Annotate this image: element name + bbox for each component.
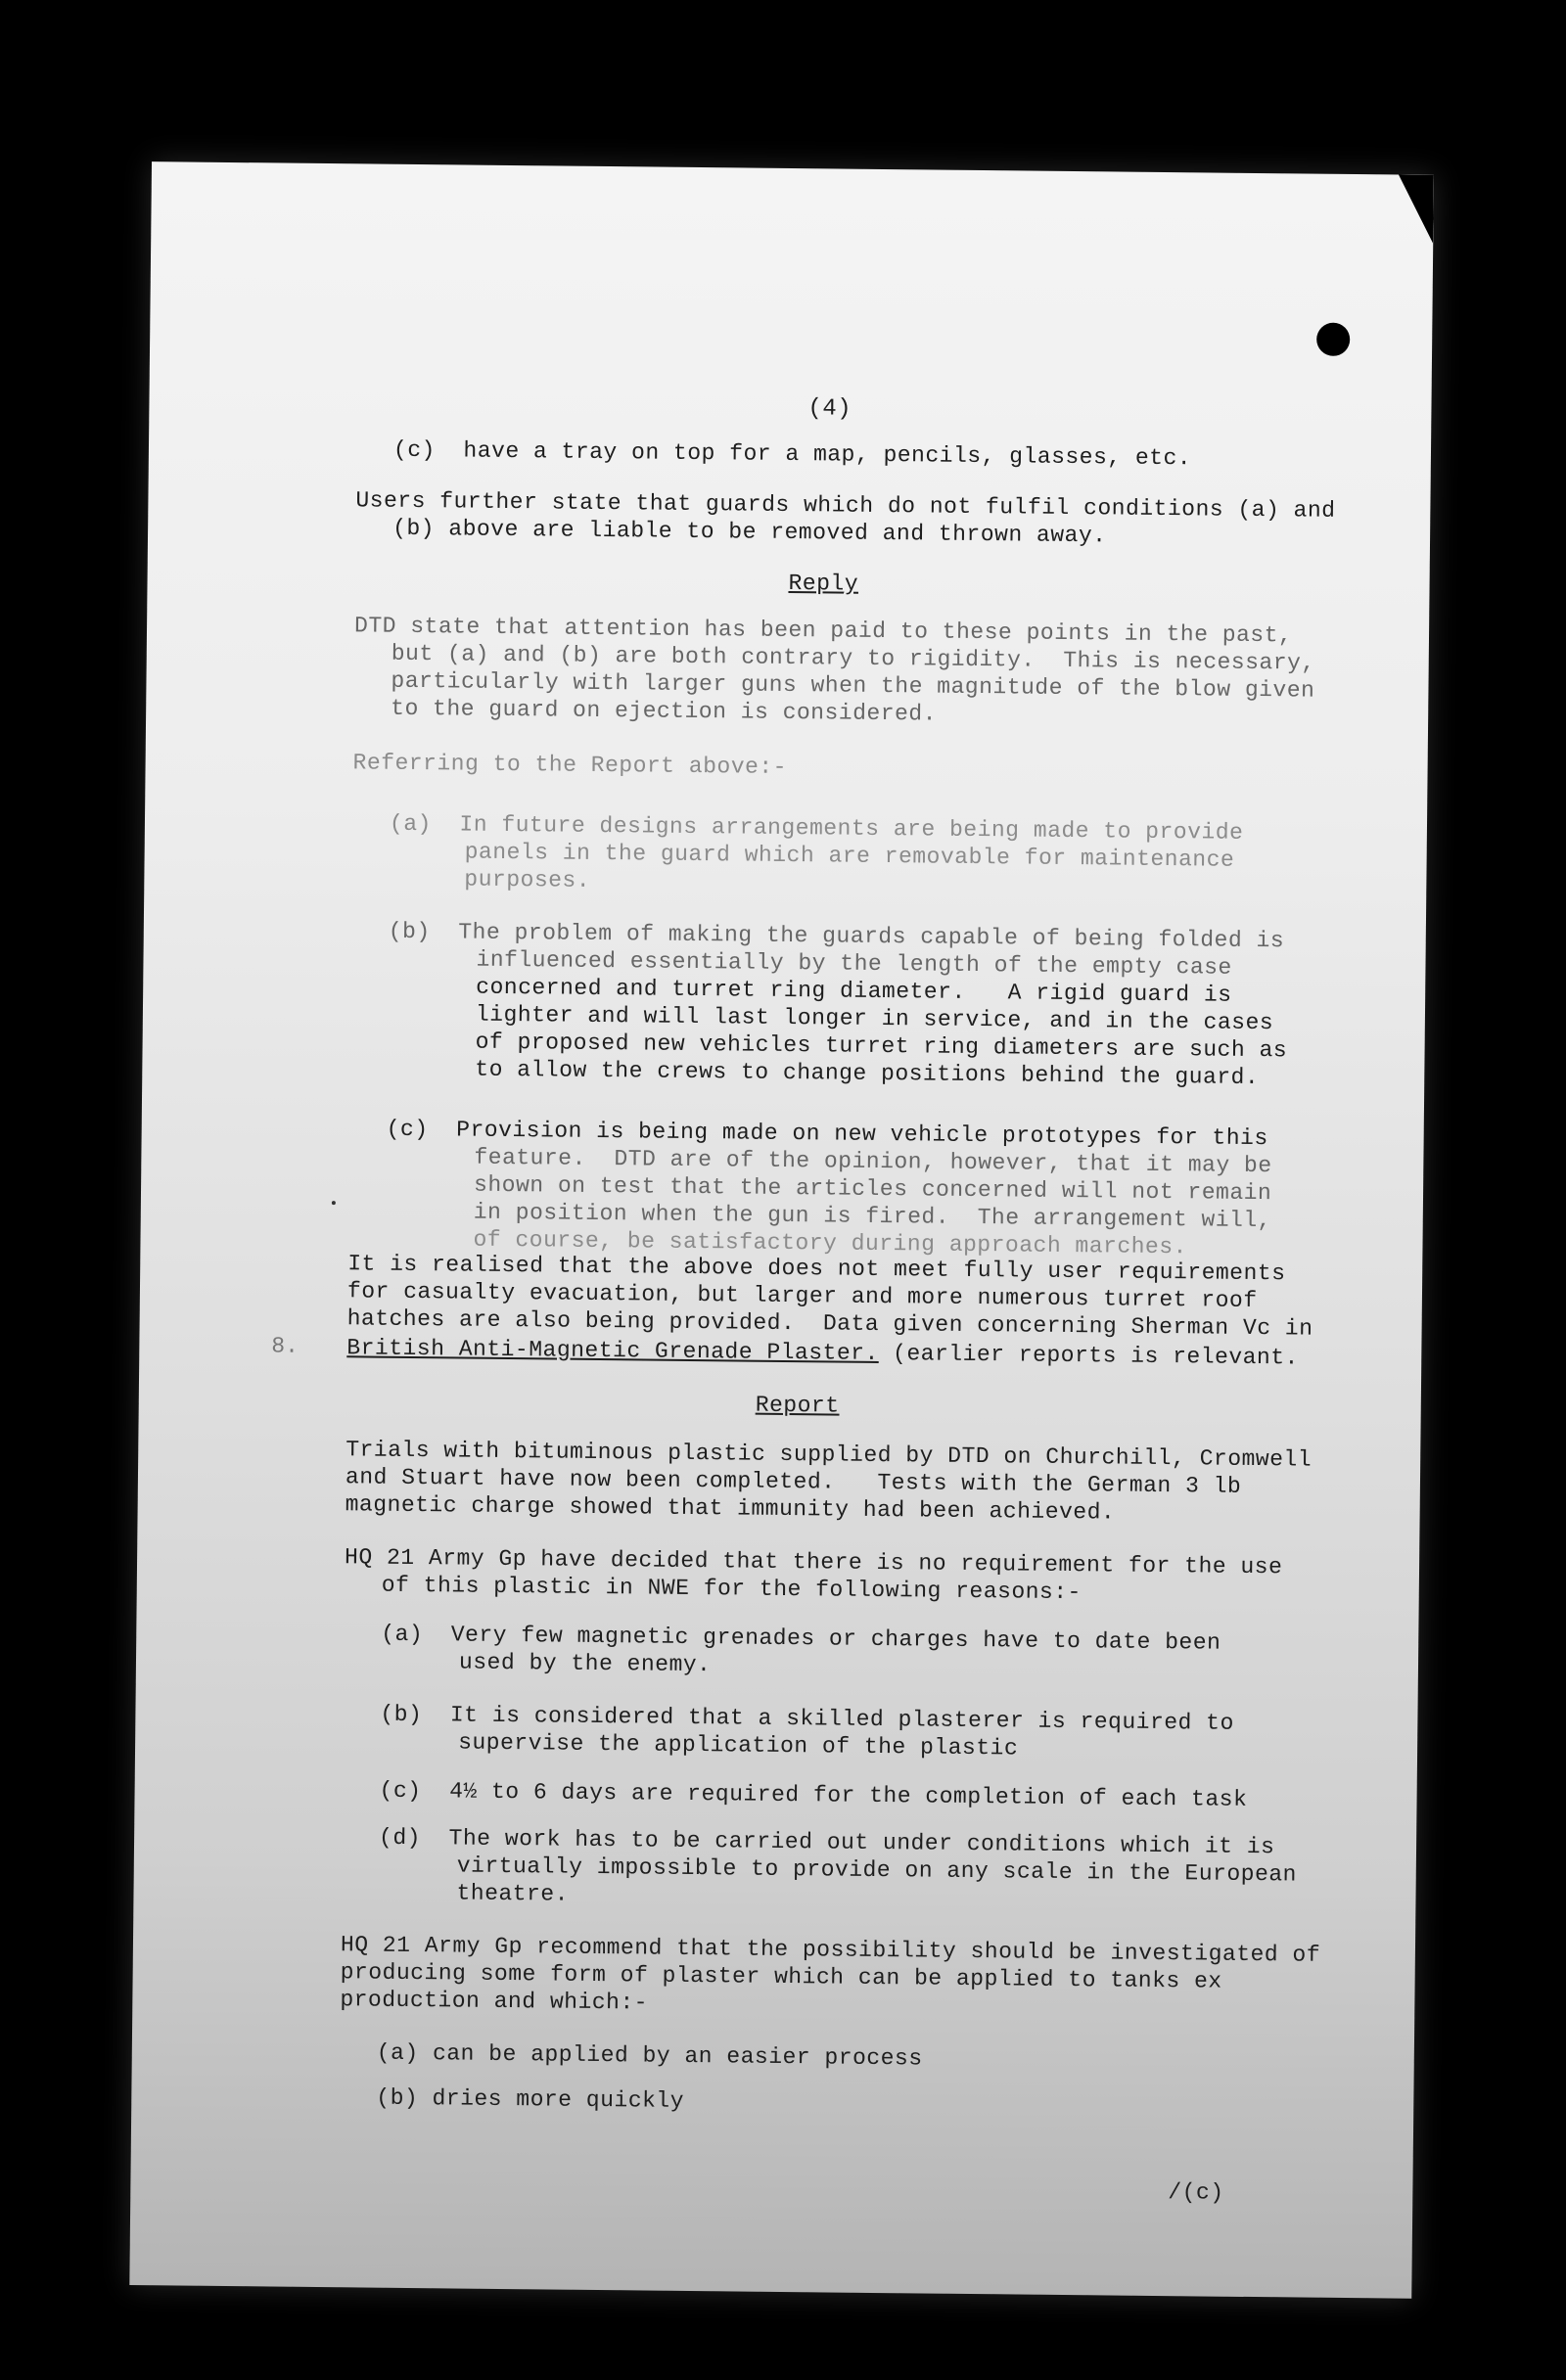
realised-line-2: for casualty evacuation, but larger and more numerous turret roof xyxy=(346,1278,1258,1314)
reason-a-line-1: (a) Very few magnetic grenades or charges have to date been xyxy=(381,1621,1221,1656)
recommend-line-2: producing some form of plaster which can be applied to tanks ex xyxy=(340,1959,1222,1994)
reason-c: (c) 4½ to 6 days are required for the completion of each task xyxy=(379,1777,1248,1812)
reply-a-line-1: (a) In future designs arrangements are being made to provide xyxy=(389,810,1244,846)
reply-a-line-2: panels in the guard which are removable for maintenance xyxy=(464,839,1235,873)
reply-b-line-3: concerned and turret ring diameter. A rigid guard is xyxy=(476,974,1232,1008)
dtd-paragraph-line-1: DTD state that attention has been paid to these points in the past, xyxy=(353,613,1293,649)
ink-dot xyxy=(332,1201,336,1205)
reply-c-line-4: in position when the gun is fired. The arrangement will, xyxy=(473,1199,1272,1234)
reason-d-line-2: virtually impossible to provide on any scale in the European xyxy=(456,1853,1298,1888)
reply-b-line-5: of proposed new vehicles turret ring diameters are such as xyxy=(475,1029,1288,1064)
page-corner-fold xyxy=(1398,174,1434,243)
trials-line-3: magnetic charge showed that immunity had been achieved. xyxy=(345,1491,1116,1526)
section-8-title-suffix: (earlier reports is relevant. xyxy=(878,1340,1300,1371)
referring-line: Referring to the Report above:- xyxy=(352,750,788,780)
reply-heading: Reply xyxy=(788,570,859,597)
which-a: (a) can be applied by an easier process xyxy=(376,2039,923,2072)
report-heading: Report xyxy=(755,1392,840,1419)
document-page xyxy=(129,161,1434,2299)
realised-line-3: hatches are also being provided. Data given concerning Sherman Vc in xyxy=(346,1305,1313,1342)
dtd-paragraph-line-4: to the guard on ejection is considered. xyxy=(391,695,938,727)
item-c-tray: (c) have a tray on top for a map, pencils, glasses, etc. xyxy=(392,436,1192,472)
hq-decision-line-1: HQ 21 Army Gp have decided that there is no requirement for the use xyxy=(344,1544,1283,1580)
trials-line-1: Trials with bituminous plastic supplied by DTD on Churchill, Cromwell xyxy=(345,1437,1313,1473)
reply-a-line-3: purposes. xyxy=(464,866,591,893)
reason-b-line-1: (b) It is considered that a skilled plasterer is required to xyxy=(380,1701,1234,1736)
reason-d-line-1: (d) The work has to be carried out under conditions which it is xyxy=(378,1824,1275,1860)
section-8-title: British Anti-Magnetic Grenade Plaster. xyxy=(346,1335,879,1366)
reply-c-line-3: shown on test that the articles concerned will not remain xyxy=(473,1171,1272,1207)
hq-decision-line-2: of this plastic in NWE for the following reasons:- xyxy=(381,1572,1082,1606)
trials-line-2: and Stuart have now been completed. Tests with the German 3 lb xyxy=(345,1464,1242,1499)
realised-line-1: It is realised that the above does not meet fully user requirements xyxy=(347,1251,1286,1287)
reason-a-line-2: used by the enemy. xyxy=(458,1649,712,1678)
reply-b-line-2: influenced essentially by the length of the empty case xyxy=(476,946,1232,981)
section-number: 8. xyxy=(271,1333,299,1359)
punch-hole xyxy=(1316,323,1350,356)
dtd-paragraph-line-2: but (a) and (b) are both contrary to rigidity. This is necessary, xyxy=(391,640,1315,676)
catchword: /(c) xyxy=(1168,2179,1224,2206)
users-paragraph-line-2: (b) above are liable to be removed and thrown away. xyxy=(392,515,1107,549)
page-number: (4) xyxy=(807,395,852,423)
which-b: (b) dries more quickly xyxy=(376,2084,685,2114)
dtd-paragraph-line-3: particularly with larger guns when the magnitude of the blow given xyxy=(391,667,1315,704)
reply-b-line-4: lighter and will last longer in service, and in the cases xyxy=(475,1001,1274,1036)
reply-c-line-5: of course, be satisfactory during approach marches. xyxy=(473,1226,1188,1260)
recommend-line-1: HQ 21 Army Gp recommend that the possibility should be investigated of xyxy=(340,1932,1321,1968)
users-paragraph-line-1: Users further state that guards which do not fulfil conditions (a) and xyxy=(355,487,1336,524)
reply-b-line-1: (b) The problem of making the guards capable of being folded is xyxy=(388,918,1285,954)
reply-c-line-1: (c) Provision is being made on new vehicle prototypes for this xyxy=(386,1116,1268,1152)
reply-b-line-6: to allow the crews to change positions behind the guard. xyxy=(475,1056,1260,1091)
recommend-line-3: production and which:- xyxy=(340,1987,649,2016)
reply-c-line-2: feature. DTD are of the opinion, however, that it may be xyxy=(474,1144,1272,1179)
reason-d-line-3: theatre. xyxy=(456,1880,570,1907)
reason-b-line-2: supervise the application of the plastic xyxy=(458,1729,1019,1762)
